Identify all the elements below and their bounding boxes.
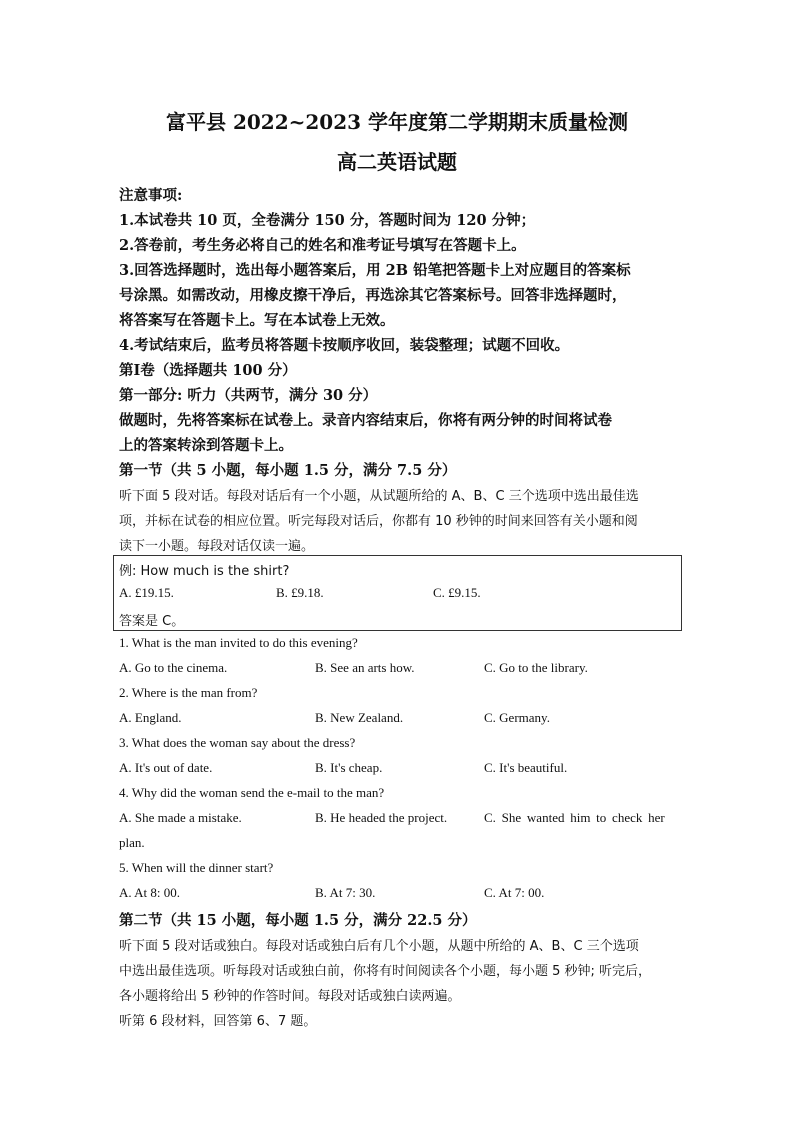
notice-line: 1.本试卷共 10 页，全卷满分 150 分，答题时间为 120 分钟； [119, 212, 536, 229]
option-b: B. It's cheap. [315, 760, 383, 775]
example-option-b: B. £9.18. [276, 585, 324, 600]
option-b: B. He headed the project. [315, 810, 448, 825]
question-stem: 2. Where is the man from? [119, 685, 258, 700]
example-question: 例: How much is the shirt? [119, 564, 290, 579]
option-a: A. She made a mistake. [119, 810, 242, 825]
volume-heading: 第Ⅰ卷（选择题共 100 分） [119, 362, 297, 379]
part1-title: 第一部分: 听力（共两节，满分 30 分） [119, 387, 378, 404]
question-stem: 3. What does the woman say about the dress? [119, 735, 356, 750]
option-b: B. At 7: 30. [315, 885, 376, 900]
section2-instruction: 中选出最佳选项。听每段对话或独白前，你将有时间阅读各个小题，每小题 5 秒钟; 听完后， [119, 964, 652, 979]
notice-line: 将答案写在答题卡上。写在本试卷上无效。 [119, 312, 395, 329]
section1-instruction: 读下一小题。每段对话仅读一遍。 [119, 539, 315, 554]
section1-instruction: 听下面 5 段对话。每段对话后有一个小题，从试题所给的 A、B、C 三个选项中选出最佳选 [119, 489, 639, 504]
notice-line: 4.考试结束后，监考员将答题卡按顺序收回，装袋整理；试题不回收。 [119, 337, 570, 354]
example-answer: 答案是 C。 [119, 614, 185, 629]
option-b: B. New Zealand. [315, 710, 404, 725]
example-option-a: A. £19.15. [119, 585, 174, 600]
part1-instruction: 上的答案转涂到答题卡上。 [119, 437, 293, 454]
option-c: C. At 7: 00. [484, 885, 545, 900]
section2-instruction: 听下面 5 段对话或独白。每段对话或独白后有几个小题，从题中所给的 A、B、C 三个选项 [119, 939, 639, 954]
option-a: A. At 8: 00. [119, 885, 181, 900]
option-c: C. Germany. [484, 710, 550, 725]
notice-line: 3.回答选择题时，选出每小题答案后，用 2B 铅笔把答题卡上对应题目的答案标 [119, 262, 631, 279]
option-c: C. It's beautiful. [484, 760, 568, 775]
exam-title: 富平县 2022~2023 学年度第二学期期末质量检测 [165, 110, 628, 134]
option-a: A. England. [119, 710, 182, 725]
question-stem: 5. When will the dinner start? [119, 860, 274, 875]
question-stem: 1. What is the man invited to do this evening? [119, 635, 358, 650]
notice-heading: 注意事项: [119, 187, 183, 204]
exam-subtitle: 高二英语试题 [337, 150, 457, 174]
part1-instruction: 做题时，先将答案标在试卷上。录音内容结束后，你将有两分钟的时间将试卷 [119, 412, 612, 429]
notice-line: 2.答卷前，考生务必将自己的姓名和准考证号填写在答题卡上。 [119, 237, 526, 254]
example-option-c: C. £9.15. [433, 585, 481, 600]
section1-instruction: 项，并标在试卷的相应位置。听完每段对话后，你都有 10 秒钟的时间来回答有关小题和阅 [119, 514, 638, 529]
option-c: C. Go to the library. [484, 660, 588, 675]
notice-line: 号涂黑。如需改动，用橡皮擦干净后，再选涂其它答案标号。回答非选择题时， [119, 287, 627, 304]
section2-instruction: 各小题将给出 5 秒钟的作答时间。每段对话或独白读两遍。 [119, 989, 461, 1004]
section2-material: 听第 6 段材料，回答第 6、7 题。 [119, 1014, 317, 1029]
section2-title: 第二节（共 15 小题，每小题 1.5 分，满分 22.5 分） [119, 912, 477, 929]
question-stem: 4. Why did the woman send the e-mail to the man? [119, 785, 385, 800]
option-a: A. It's out of date. [119, 760, 213, 775]
option-b: B. See an arts how. [315, 660, 415, 675]
option-c: C. She wanted him to check her [484, 810, 665, 825]
option-c-continued: plan. [119, 835, 145, 850]
section1-title: 第一节（共 5 小题，每小题 1.5 分，满分 7.5 分） [119, 462, 457, 479]
option-a: A. Go to the cinema. [119, 660, 228, 675]
